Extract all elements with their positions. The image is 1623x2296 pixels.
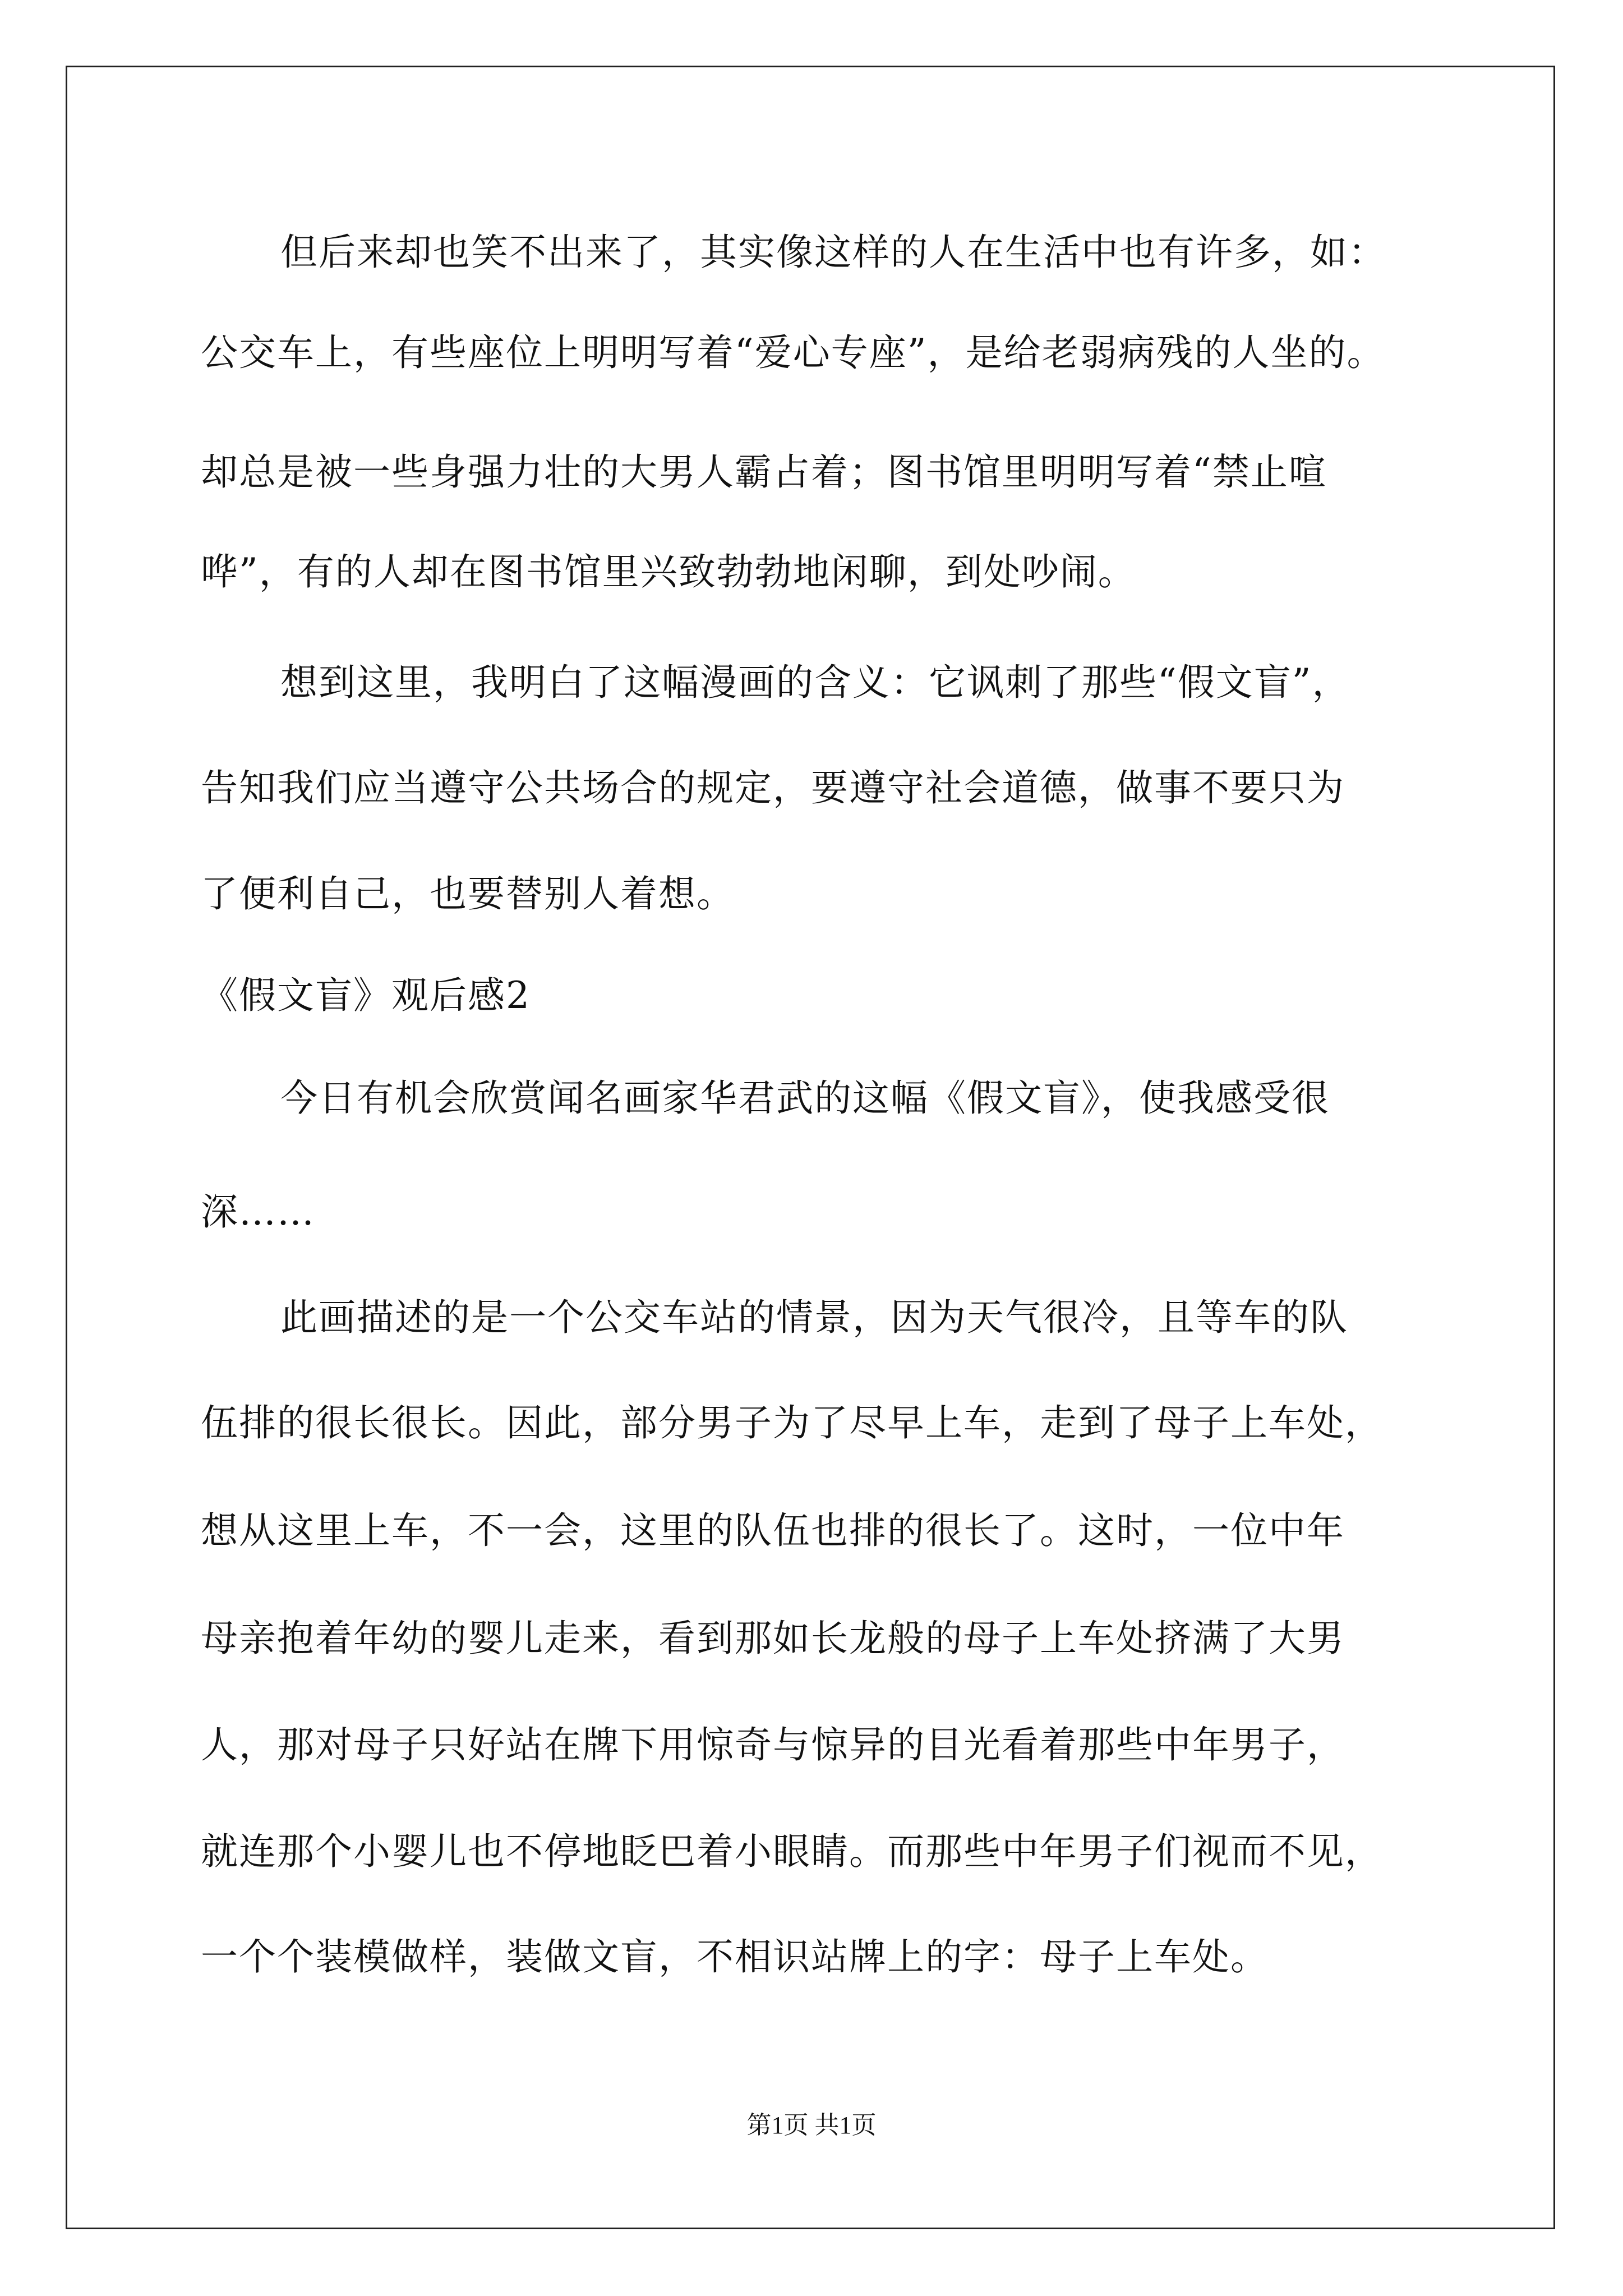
paragraph-line: 一个个装模做样，装做文盲，不相识站牌上的字：母子上车处。 [201,1935,1269,1978]
paragraph-line: 就连那个小婴儿也不停地眨巴着小眼睛。而那些中年男子们视而不见， [201,1830,1383,1873]
paragraph-line: 了便利自己，也要替别人着想。 [201,872,735,915]
paragraph-line: 哗”，有的人却在图书馆里兴致勃勃地闲聊，到处吵闹。 [201,550,1136,593]
paragraph-line: 却总是被一些身强力壮的大男人霸占着；图书馆里明明写着“禁止喧 [201,450,1327,494]
paragraph-line: 公交车上，有些座位上明明写着“爱心专座”，是给老弱病残的人坐的。 [201,331,1385,374]
paragraph-line: 母亲抱着年幼的婴儿走来，看到那如长龙般的母子上车处挤满了大男 [201,1617,1345,1660]
paragraph-line: 人，那对母子只好站在牌下用惊奇与惊异的目光看着那些中年男子， [201,1723,1345,1766]
paragraph-line: 但后来却也笑不出来了，其实像这样的人在生活中也有许多，如： [280,231,1386,274]
paragraph-line: 伍排的很长很长。因此，部分男子为了尽早上车，走到了母子上车处， [201,1401,1383,1444]
page-border [66,66,1555,2229]
paragraph-line: 此画描述的是一个公交车站的情景，因为天气很冷，且等车的队 [280,1296,1348,1339]
paragraph-line: 今日有机会欣赏闻名画家华君武的这幅《假文盲》，使我感受很 [280,1076,1330,1120]
section-heading: 《假文盲》观后感2 [201,974,531,1017]
paragraph-line: 想到这里，我明白了这幅漫画的含义：它讽刺了那些“假文盲”， [280,661,1350,704]
paragraph-line: 告知我们应当遵守公共场合的规定，要遵守社会道德，做事不要只为 [201,766,1345,809]
paragraph-line: 想从这里上车，不一会，这里的队伍也排的很长了。这时，一位中年 [201,1509,1345,1552]
paragraph-line: 深…… [201,1190,315,1234]
page-number-footer: 第1页 共1页 [746,2111,877,2139]
